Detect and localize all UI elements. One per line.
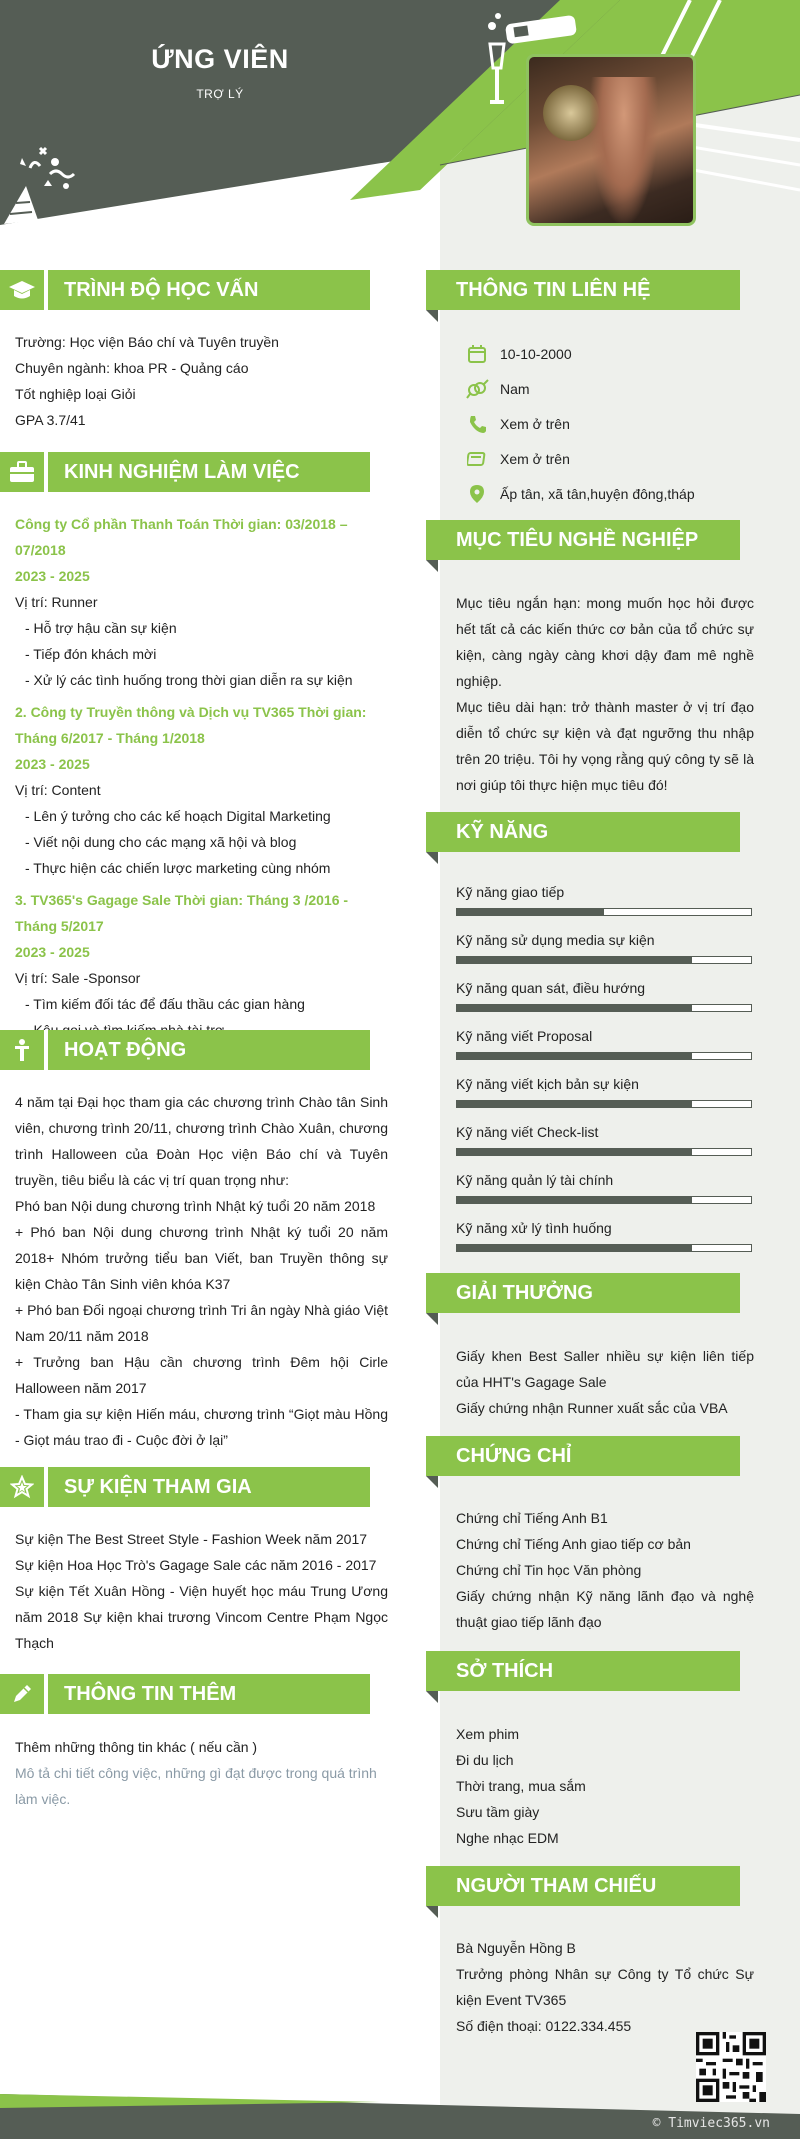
contact-value: Nam: [500, 381, 530, 397]
education-line: Chuyên ngành: khoa PR - Quảng cáo: [15, 360, 249, 376]
skill-item: [456, 882, 752, 916]
qr-code-icon: [696, 2032, 766, 2102]
contact-value: Ấp tân, xã tân,huyện đông,tháp: [500, 486, 695, 502]
event-line: Sự kiện Tết Xuân Hồng - Viện huyết học máu Trung Ương năm 2018 Sự kiện khai trương Vincom Centre Phạm Ngọc Thạch: [15, 1583, 388, 1651]
cv-header: [0, 0, 800, 240]
award-line: Giấy khen Best Saller nhiều sự kiện liên tiếp của HHT's Gagage Sale: [456, 1348, 754, 1390]
skill-bar: [456, 1100, 752, 1108]
job-task: - Lên ý tưởng cho các kế hoạch Digital Marketing: [25, 808, 331, 824]
education-line: Trường: Học viện Báo chí và Tuyên truyền: [15, 334, 279, 350]
location-icon: [464, 483, 490, 505]
skill-name: Kỹ năng viết kịch bản sự kiện: [456, 1076, 639, 1092]
education-heading: [0, 270, 370, 310]
phone-icon: [464, 413, 490, 435]
skill-bar: [456, 1004, 752, 1012]
extra-info-details: [15, 1734, 388, 1812]
reference-line: Số điện thoại: 0122.334.455: [456, 2018, 632, 2034]
education-line: Tốt nghiệp loại Giỏi: [15, 386, 136, 402]
skill-name: Kỹ năng viết Proposal: [456, 1028, 593, 1044]
activity-paragraph: 4 năm tại Đại học tham gia các chương trình Chào tân Sinh viên, chương trình 20/11, chương trình Chào Xuân, chương trình Halloween của Đoàn Học viện Báo chí và Tuyên truyền, tiêu biểu là các vị trí quan trọng như:: [15, 1094, 388, 1188]
activity-paragraph: + Trưởng ban Hậu cần chương trình Đêm hội Cirle Halloween năm 2017: [15, 1354, 388, 1396]
person-icon: [0, 1030, 44, 1070]
certificates-heading: CHỨNG CHỈ: [426, 1436, 740, 1476]
skill-name: Kỹ năng quản lý tài chính: [456, 1172, 614, 1188]
event-line: Sự kiện The Best Street Style - Fashion Week năm 2017: [15, 1531, 368, 1547]
contact-value: Xem ở trên: [500, 451, 570, 467]
job-company: 3. TV365's Gagage Sale Thời gian: Tháng 3 /2016 - Tháng 5/2017: [15, 892, 349, 934]
skill-name: Kỹ năng sử dụng media sự kiện: [456, 932, 655, 948]
certificate-line: Chứng chỉ Tin học Văn phòng: [456, 1562, 642, 1578]
candidate-name: ỨNG VIÊN: [151, 44, 289, 74]
skill-bar-fill: [457, 957, 692, 963]
education-line: GPA 3.7/41: [15, 412, 86, 428]
skill-bar-fill: [457, 1005, 692, 1011]
events-heading: [0, 1467, 370, 1507]
email-icon: [464, 448, 490, 470]
skill-name: Kỹ năng xử lý tình huống: [456, 1220, 612, 1236]
skill-bar-fill: [457, 909, 604, 915]
objective-details: [456, 590, 754, 798]
skill-bar: [456, 1052, 752, 1060]
job-task: - Thực hiện các chiến lược marketing cùng nhóm: [25, 860, 331, 876]
contact-heading: THÔNG TIN LIÊN HỆ: [426, 270, 740, 310]
skill-bar-fill: [457, 1053, 692, 1059]
pencil-icon: [0, 1674, 44, 1714]
activity-paragraph: + Phó ban Nội dung chương trình Nhật ký tuổi 20 năm 2018+ Nhóm trưởng tiểu ban Viết, ban Truyền thông sự kiện Chào Tân Sinh viên khóa K37: [15, 1224, 388, 1292]
skill-bar: [456, 956, 752, 964]
skill-bar: [456, 908, 752, 916]
activities-details: [15, 1089, 388, 1453]
hobby-line: Thời trang, mua sắm: [456, 1778, 586, 1794]
reference-heading: NGƯỜI THAM CHIẾU: [426, 1866, 740, 1906]
event-line: Sự kiện Hoa Học Trò's Gagage Sale các năm 2016 - 2017: [15, 1557, 377, 1573]
job-period: 2023 - 2025: [15, 568, 90, 584]
certificates-details: [456, 1505, 754, 1635]
job-period: 2023 - 2025: [15, 944, 90, 960]
skill-bar: [456, 1148, 752, 1156]
skill-name: Kỹ năng giao tiếp: [456, 884, 565, 900]
job-task: - Tìm kiếm đối tác để đấu thầu các gian hàng: [25, 996, 305, 1012]
hobbies-heading: SỞ THÍCH: [426, 1651, 740, 1691]
star-icon: [0, 1467, 44, 1507]
calendar-icon: [464, 343, 490, 365]
contact-value: 10-10-2000: [500, 346, 572, 362]
skill-item: [456, 978, 752, 1012]
reference-line: Trưởng phòng Nhân sự Công ty Tổ chức Sự kiện Event TV365: [456, 1966, 754, 2008]
contact-value: Xem ở trên: [500, 416, 570, 432]
skill-item: [456, 1026, 752, 1060]
party-popper-icon: [0, 140, 80, 230]
extra-info-hint: Mô tả chi tiết công việc, những gì đạt được trong quá trình làm việc.: [15, 1765, 377, 1807]
job-company: Công ty Cổ phần Thanh Toán Thời gian: 03/2018 – 07/2018: [15, 516, 348, 558]
experience-heading: [0, 452, 370, 492]
footer: [0, 2094, 800, 2139]
job-task: - Hỗ trợ hậu cần sự kiện: [25, 620, 177, 636]
award-line: Giấy chứng nhận Runner xuất sắc của VBA: [456, 1400, 728, 1416]
job-company: 2. Công ty Truyền thông và Dịch vụ TV365 Thời gian: Tháng 6/2017 - Tháng 1/2018: [15, 704, 367, 746]
contact-birthday: [464, 343, 572, 365]
hobby-line: Sưu tầm giày: [456, 1804, 540, 1820]
graduation-cap-icon: [0, 270, 44, 310]
skill-item: [456, 1170, 752, 1204]
skill-name: Kỹ năng viết Check-list: [456, 1124, 599, 1140]
hobby-line: Xem phim: [456, 1726, 520, 1742]
skill-bar-fill: [457, 1197, 692, 1203]
certificate-line: Giấy chứng nhận Kỹ năng lãnh đạo và nghệ thuật giao tiếp lãnh đạo: [456, 1588, 754, 1630]
contact-email: [464, 448, 570, 470]
reference-line: Bà Nguyễn Hồng B: [456, 1940, 576, 1956]
skill-name: Kỹ năng quan sát, điều hướng: [456, 980, 646, 996]
job-position: Vị trí: Content: [15, 782, 101, 798]
activity-paragraph: Phó ban Nội dung chương trình Nhật ký tuổi 20 năm 2018: [15, 1198, 376, 1214]
activities-heading: [0, 1030, 370, 1070]
certificate-line: Chứng chỉ Tiếng Anh B1: [456, 1510, 608, 1526]
skill-item: [456, 1122, 752, 1156]
events-heading-label: SỰ KIỆN THAM GIA: [44, 1467, 252, 1507]
awards-details: [456, 1343, 754, 1421]
activities-heading-label: HOẠT ĐỘNG: [44, 1030, 186, 1070]
job-period: 2023 - 2025: [15, 756, 90, 772]
hobby-line: Nghe nhạc EDM: [456, 1830, 559, 1846]
candidate-title: TRỢ LÝ: [196, 87, 244, 101]
contact-phone: [464, 413, 570, 435]
skill-bar-fill: [457, 1149, 692, 1155]
certificate-line: Chứng chỉ Tiếng Anh giao tiếp cơ bản: [456, 1536, 691, 1552]
contact-gender: [464, 378, 530, 400]
job-position: Vị trí: Runner: [15, 594, 98, 610]
extra-info-heading-label: THÔNG TIN THÊM: [44, 1674, 236, 1714]
activity-paragraph: + Phó ban Đối ngoại chương trình Tri ân ngày Nhà giáo Việt Nam 20/11 năm 2018: [15, 1302, 388, 1344]
skill-bar: [456, 1196, 752, 1204]
education-heading-label: TRÌNH ĐỘ HỌC VẤN: [44, 270, 258, 310]
avatar: [526, 54, 696, 226]
job-position: Vị trí: Sale -Sponsor: [15, 970, 141, 986]
briefcase-icon: [0, 452, 44, 492]
objective-paragraph: Mục tiêu dài hạn: trở thành master ở vị trí đạo diễn tổ chức sự kiện và đạt ngưỡng thu nhập trên 20 triệu. Tôi hy vọng rằng quý công ty sẽ là nơi giúp tôi thực hiện mục tiêu đó!: [456, 699, 754, 793]
objective-heading: MỤC TIÊU NGHỀ NGHIỆP: [426, 520, 740, 560]
contact-address: [464, 483, 695, 505]
skill-item: [456, 1218, 752, 1252]
hobby-line: Đi du lịch: [456, 1752, 514, 1768]
job-task: - Viết nội dung cho các mạng xã hội và blog: [25, 834, 297, 850]
gender-icon: [464, 378, 490, 400]
extra-info-line: Thêm những thông tin khác ( nếu cần ): [15, 1739, 258, 1755]
skill-bar-fill: [457, 1245, 692, 1251]
education-details: [15, 329, 385, 433]
skills-heading: KỸ NĂNG: [426, 812, 740, 852]
job-task: - Tiếp đón khách mời: [25, 646, 157, 662]
hobbies-details: [456, 1721, 754, 1851]
experience-heading-label: KINH NGHIỆM LÀM VIỆC: [44, 452, 300, 492]
skill-bar: [456, 1244, 752, 1252]
skill-item: [456, 930, 752, 964]
job-task: - Xử lý các tình huống trong thời gian diễn ra sự kiện: [25, 672, 353, 688]
objective-paragraph: Mục tiêu ngắn hạn: mong muốn học hỏi được hết tất cả các kiến thức cơ bản của tổ chức sự kiện, càng ngày càng khơi dậy đam mê nghề nghiệp.: [456, 595, 754, 689]
experience-details: [15, 511, 388, 1043]
activity-paragraph: - Tham gia sự kiện Hiến máu, chương trình “Giọt màu Hồng - Giọt máu trao đi - Cuộc đời ở lại”: [15, 1406, 388, 1448]
reference-details: [456, 1935, 754, 2039]
avatar-person: [589, 77, 659, 226]
skill-bar-fill: [457, 1101, 692, 1107]
events-details: [15, 1526, 388, 1656]
extra-info-heading: [0, 1674, 370, 1714]
footer-credit: © Timviec365.vn: [652, 2116, 770, 2131]
skill-item: [456, 1074, 752, 1108]
awards-heading: GIẢI THƯỞNG: [426, 1273, 740, 1313]
